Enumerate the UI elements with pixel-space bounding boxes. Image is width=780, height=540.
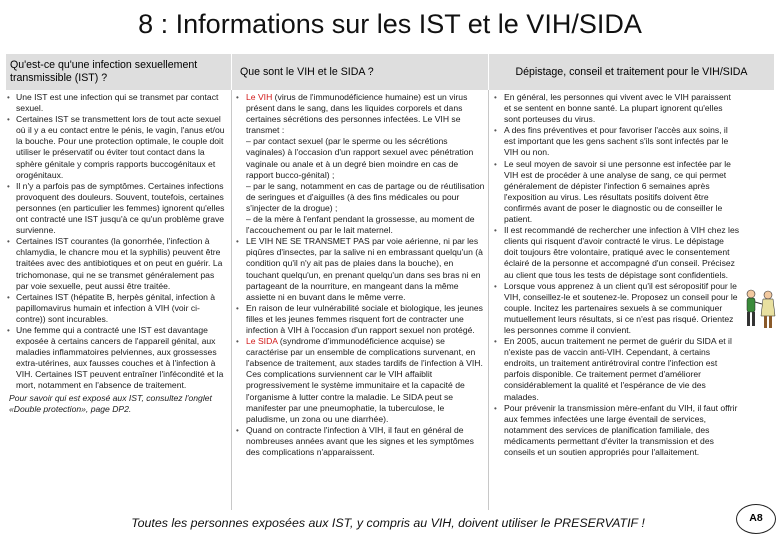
list-item: • Quand on contracte l'infection à VIH, il faut en général de nombreuses années avant que les signes et les symptômes des complications n'apparaissent. (236, 425, 486, 458)
counselling-illustration-icon (741, 286, 779, 334)
page-badge: A8 (736, 504, 776, 534)
list-item: • Il n'y a parfois pas de symptômes. Certaines infections provoquent des douleurs. Souvent, toutefois, certaines personnes (en particulier les femmes) ignorent qu'elles ont contracté une IST jusqu'à ce qu'un problème grave survienne. (7, 181, 229, 236)
column-divider (488, 90, 489, 510)
list-item: • Lorsque vous apprenez à un client qu'il est séropositif pour le VIH, conseillez-le et soutenez-le. Proposez un conseil pour le couple. Incitez les partenaires sexuels à se communiquer mutuellement leurs résultats, si ce n'est pas risqué. Orientez les personnes comme il convient. (494, 281, 740, 336)
column-divider (231, 90, 232, 510)
column-header-vih-sida: Que sont le VIH et le SIDA ? (232, 54, 488, 90)
list-item: • Certaines IST se transmettent lors de tout acte sexuel où il y a eu contact entre le pénis, le vagin, l'anus et/ou la bouche. Pour une protection optimale, le couple doit utiliser le préservatif ou éviter tout contact dans la sphère génitale y compris rapports buccogénitaux et orogénitaux. (7, 114, 229, 181)
vih-term: Le VIH (246, 92, 273, 102)
column-header-ist: Qu'est-ce qu'une infection sexuellement transmissible (IST) ? (6, 54, 231, 90)
list-item (236, 336, 486, 425)
page-title: 8 : Informations sur les IST et le VIH/SIDA (138, 9, 642, 39)
depistage-bullet-list (494, 92, 740, 458)
transmission-mother-child: – de la mère à l'enfant pendant la grossesse, au moment de l'accouchement ou par le lait maternel. (246, 214, 475, 236)
list-item: • Pour prévenir la transmission mère-enfant du VIH, il faut offrir aux femmes infectées une large éventail de services, notamment des services de planification familiale, des médicaments permettant d'éviter la transmission et des conseils et un soutien appropriés pour l'allaitement. (494, 403, 740, 458)
list-item: • Il est recommandé de rechercher une infection à VIH chez les clients qui risquent d'avoir contracté le virus. Le dépistage doit toujours être volontaire, pratiqué avec le consentement éclairé de la personne et accompagné d'un conseil. Précisez au client que tous les tests de dépistage sont confidentiels. (494, 225, 740, 280)
list-item (236, 92, 486, 236)
list-item: • Une femme qui a contracté une IST est davantage exposée à certains cancers de l'appareil génital, aux maladies inflammatoires pelviennes, aux grossesses extra-utérines, aux fausses couches et à l'infection à VIH. Certaines IST peuvent entraîner l'infécondité et la mort, notamment en l'absence de traitement. (7, 325, 229, 392)
list-item: • Le seul moyen de savoir si une personne est infectée par le VIH est de procéder à une analyse de sang, ce qui permet généralement de dépister l'infection 6 semaines après l'exposition au virus. Les résultats positifs doivent être confirmés avant de poser le diagnostic ou de conseiller le patient. (494, 159, 740, 226)
ist-bullet-list (7, 92, 229, 392)
column-vih-sida (236, 92, 486, 458)
transmission-sexual: – par contact sexuel (par le sperme ou les sécrétions vaginales) à l'occasion d'un rapport sexuel avec pénétration vaginale ou anale et à un degré bien moindre en cas de rapport bucco-génital) ; (246, 136, 474, 180)
column-header-depistage: Dépistage, conseil et traitement pour le VIH/SIDA (489, 54, 774, 90)
double-protection-note: Pour savoir qui est exposé aux IST, consultez l'onglet «Double protection», page DP2. (9, 392, 212, 414)
list-item: • A des fins préventives et pour favoriser l'accès aux soins, il est important que les gens sachent s'ils sont infectés par le VIH ou non. (494, 125, 740, 158)
list-item: • Certaines IST courantes (la gonorrhée, l'infection à chlamydia, le chancre mou et la syphilis) peuvent être traitées avec des antibiotiques et on peut en guérir. La trichomonase, qui ne se transmet généralement pas par voie sexuelle, peut aussi être traitée. (7, 236, 229, 291)
sida-definition: (syndrome d'immunodéficience acquise) se caractérise par un ensemble de complications survenant, en l'absence de traitement, aux stades tardifs de l'infection à VIH. Ces complications surviennent car le VIH affaiblit progressivement le système immunitaire et la capacité de l'organisme à lutter contre la maladie. Le SIDA peut se manifester par une pneumophatie, la tuberculose, le paludisme, un zona ou une diarrhée). (246, 336, 483, 424)
list-item: • Une IST est une infection qui se transmet par contact sexuel. (7, 92, 229, 114)
list-item: • En général, les personnes qui vivent avec le VIH paraissent et se sentent en bonne santé. La plupart ignorent qu'elles sont porteuses du virus. (494, 92, 740, 125)
footer-condom-message: Toutes les personnes exposées aux IST, y compris au VIH, doivent utiliser le PRESERVATIF ! (131, 516, 645, 530)
list-item: • LE VIH NE SE TRANSMET PAS par voie aérienne, ni par les piqûres d'insectes, par la salive ni en embrassant quelqu'un (à condition qu'il n'y ait pas de plaies dans la bouche), en touchant quelqu'un, en prenant quelqu'un dans ses bras ni en partageant de la nourriture, en mangeant dans la même assiette ni en buvant dans le même verre. (236, 236, 486, 303)
sida-term: Le SIDA (246, 336, 278, 347)
list-item: • En 2005, aucun traitement ne permet de guérir du SIDA et il n'existe pas de vaccin anti-VIH. Cependant, à certains endroits, un traitement antirétroviral contre l'infection est parfois disponible. Ce traitement permet d'améliorer considérablement la qualité et l'espérance de vie des malades. (494, 336, 740, 403)
list-item: • En raison de leur vulnérabilité sociale et biologique, les jeunes filles et les jeunes femmes risquent fort de contracter une infection à VIH à l'occasion d'un rapport sexuel non protégé. (236, 303, 486, 336)
list-item: • Certaines IST (hépatite B, herpès génital, infection à papillomavirus humain et infection à VIH (voir ci-contre)) sont incurables. (7, 292, 229, 325)
column-ist (7, 92, 229, 415)
transmission-blood: – par le sang, notamment en cas de partage ou de réutilisation de seringues et d'aiguilles (à des fins médicales ou pour s'injecter de la drogue) ; (246, 180, 485, 213)
vih-bullet-list (236, 92, 486, 458)
column-depistage (494, 92, 740, 458)
vih-definition: (virus de l'immunodéficience humaine) est un virus présent dans le sang, dans les liquides corporels et dans certaines sécrétions des personnes infectées. Le VIH se transmet : (246, 92, 468, 136)
